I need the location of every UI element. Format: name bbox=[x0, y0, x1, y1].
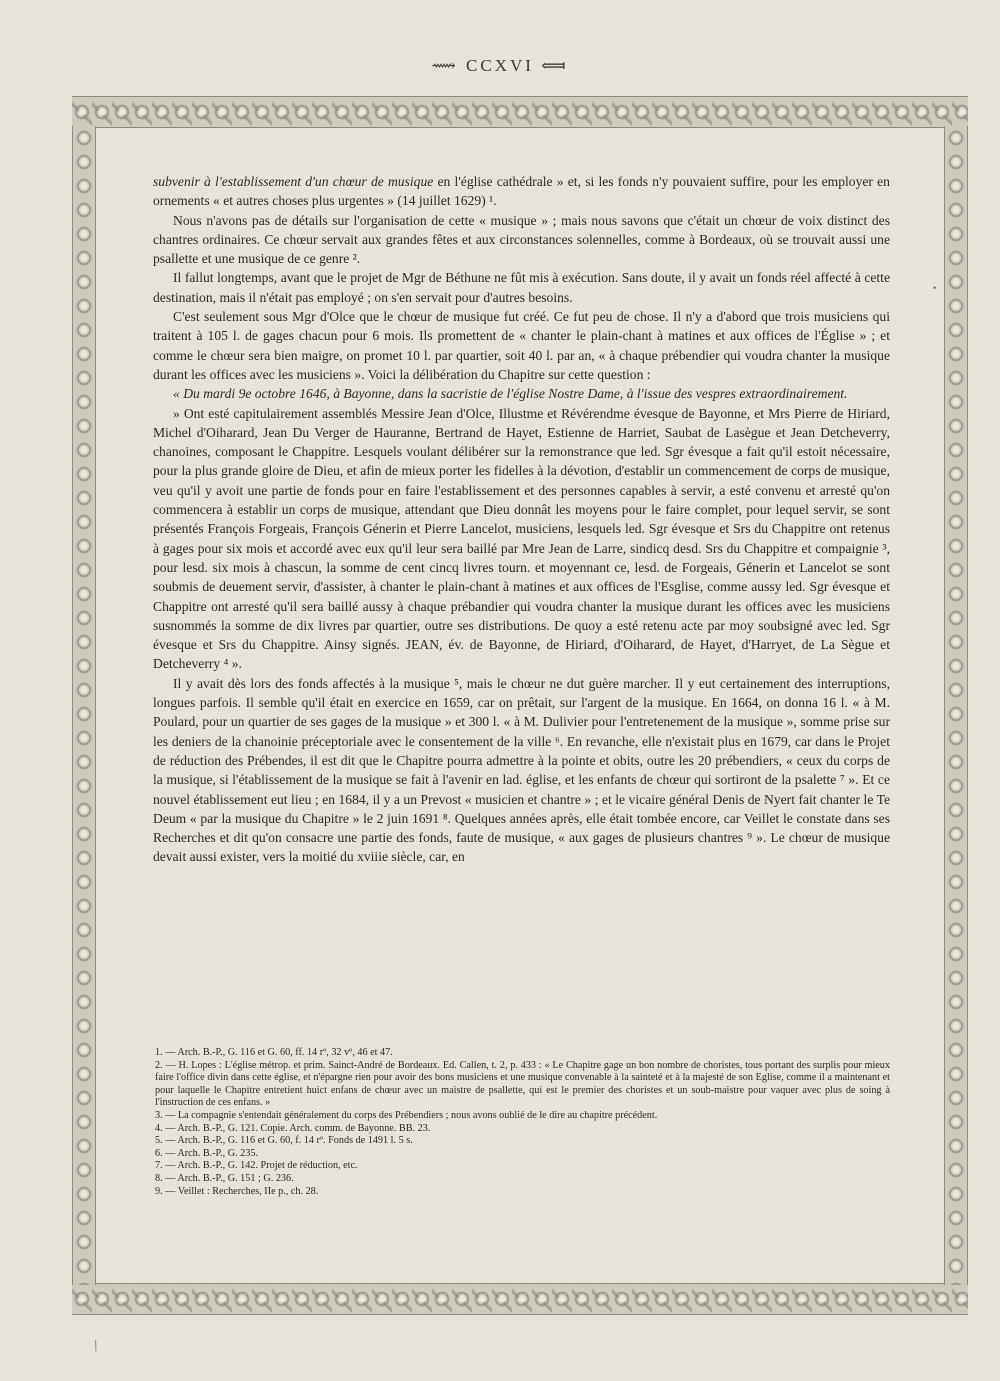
footnote: 4. — Arch. B.-P., G. 121. Copie. Arch. comm. de Bayonne. BB. 23. bbox=[155, 1122, 431, 1134]
footnote: 5. — Arch. B.-P., G. 116 et G. 60, f. 14 rº. Fonds de 1491 l. 5 s. bbox=[155, 1135, 413, 1147]
footnote: 6. — Arch. B.-P., G. 235. bbox=[155, 1147, 259, 1159]
paragraph-2: Nous n'avons pas de détails sur l'organisation de cette « musique » ; mais nous savons que c'était un chœur de voix distinct des chantres ordinaires. Ce chœur servait aux grandes fêtes et aux circonstances solennelles, comme à Bordeaux, où se trouvait aussi une psallette et une musique de ce genre ². bbox=[153, 212, 890, 267]
paragraph-4: C'est seulement sous Mgr d'Olce que le chœur de musique fut créé. Ce fut peu de chose. Il n'y a d'abord que trois musiciens qui traitent à 105 l. de gages chacun pour 6 mois. Ils promettent de « chanter le plain-chant à matines et aux offices de l'Église » ; et comme le chœur sera bien maigre, on promet 10 l. par quartier, soit 40 l. par an, « à chaque prébendier qui voudra chanter la musique durant les offices avec les musiciens ». Voici la délibération du Chapitre sur cette question : bbox=[153, 309, 890, 382]
footnotes bbox=[155, 1047, 890, 1198]
paragraph-1-rest: en l'église cathédrale » et, si les fonds n'y pouvaient suffire, pour les employer en ornements « et autres choses plus urgentes » (14 juillet 1629) ¹. bbox=[153, 174, 890, 209]
footnote: 7. — Arch. B.-P., G. 142. Projet de réduction, etc. bbox=[155, 1160, 358, 1172]
footnote: 3. — La compagnie s'entendait généralement du corps des Prébendiers ; nous avons oublié de le dire au chapitre précédent. bbox=[155, 1109, 658, 1121]
border-left bbox=[72, 126, 96, 1285]
stray-mark: / bbox=[91, 1337, 102, 1356]
deliberation-heading: « Du mardi 9e octobre 1646, à Bayonne, dans la sacristie de l'église Nostre Dame, à l'issue des vespres extraordinairement. bbox=[173, 386, 848, 402]
paragraph-1-italic: subvenir à l'establissement d'un chœur de musique bbox=[153, 174, 434, 189]
paragraph-3: Il fallut longtemps, avant que le projet de Mgr de Béthune ne fût mis à exécution. Sans doute, il y avait un fonds réel affecté à cette destination, mais il n'était pas employé ; on s'en servait pour d'autres besoins. bbox=[153, 270, 890, 305]
deliberation-text: » Ont esté capitulairement assemblés Messire Jean d'Olce, Illustme et Révérendme évesque de Bayonne, et Mrs Pierre de Hiriard, Michel d'Oiharard, Jean Du Verger de Hauranne, Bertrand de Hayet, Estienne de Harriet, Saubat de Lasègue et Jean Detcheverry, chanoines, composant le Chappitre. Lesquels voulant délibérer sur la remonstrance que led. Sgr évesque a fait qu'il estoit nécessaire, pour la plus grande gloire de Dieu, et afin de mieux porter les fidelles à la dévotion, d'establir un commencement de corps de musique, veu qu'il y avoit une partie de fonds pour en faire l'establissement et des personnes capables à servir, a esté convenu et arresté qu'on commencera à establir un corps de musique, attendant que Dieu donnât les moyens pour le faire complet, pour lequel servir, se sont présentés François Forgeais, François Génerin et Pierre Lancelot, musiciens, lesquels led. Sgr évesque et Srs du Chappitre ont retenus à gages pour six mois et accordé avec eux qu'il leur sera baillé par Mre Jean de Larre, sindicq desd. Srs du Chappitre et compaignie ³, pour lesd. six mois à chascun, la somme de cent cincq livres tourn. et moyennant ce, lesd. de Forgeais, Génerin et Lancelot se sont soubmis de deuement servir, d'assister, à chanter le plain-chant à matines et aux offices de l'Esglise, comme aussy led. Sgr évesque et Chappitre ont arresté qu'il sera baillé aussy à chaque prébandier qui voudra chanter la musique durant les offices avec les musiciens susnommés la somme de dix livres par quartier, outre ses distributions. De quoy a esté retenu acte par moy soubsigné avec led. Sgr évesque et Srs du Chappitre. Ainsy signés. JEAN, év. de Bayonne, de Hiriard, d'Oiharard, de Hayet, d'Harryet, de La Sègue et Detcheverry ⁴ ». bbox=[153, 405, 890, 672]
footnote: 9. — Veillet : Recherches, IIe p., ch. 28. bbox=[155, 1185, 319, 1197]
border-right bbox=[944, 126, 968, 1285]
paragraph-7: Il y avait dès lors des fonds affectés à la musique ⁵, mais le chœur ne dut guère marcher. Il y eut certainement des interruptions, longues parfois. Il semble qu'il était en exercice en 1659, car on prêtait, sur l'argent de la musique. En 1664, on donna 16 l. « à M. Poulard, pour un quartier de ses gages de la musique » et 300 l. « à M. Dulivier pour l'entretenement de la musique », somme prise sur les deniers de la chanoinie préceptoriale avec le consentement de la ville ⁶. En revanche, elle n'existait plus en 1679, car dans le Projet de réduction des Prébendes, il est dit que le Chapitre pourra admettre à la pointe et obits, outre les 20 prébendiers, « ceux du corps de la musique, si l'établissement de la musique se fait à l'avenir en lad. église, et les enfants de chœur qui sortiront de la psalette ⁷ ». Et ce nouvel établissement eut lieu ; en 1684, il y a un Prevost « musicien et chantre » ; et le vicaire général Denis de Nyert fait chanter le Te Deum « par la musique du Chapitre » le 2 juin 1691 ⁸. Quelques années après, elle était tombée encore, car Veillet le constate dans ses Recherches et dit qu'on consacre une partie des fonds, faute de musique, « aux gages de plusieurs chantres ⁹ ». Le chœur de musique devait aussi exister, vers la moitié du xviiie siècle, car, en bbox=[153, 675, 890, 865]
paragraph-1 bbox=[153, 172, 890, 211]
footnote: 2. — H. Lopes : L'église métrop. et prim. Sainct-André de Bordeaux. Ed. Callen, t. 2, p. 433 : « Le Chapitre gage un bon nombre de choristes, tous portant des surplis pour mieux faire l'office divin dans cette église, et n'épargne rien pour avoir des bons musiciens et une musique convenable à la sainteté et à la majesté de son Eglise, comme il a maintenant et pour laquelle le Chapitre entretient huict enfans de chœur avec un maistre de psallette, qui est le premier des choristes et un soub-maistre pour vaquer avec plus de soing à l'instruction de ces enfans. » bbox=[155, 1059, 890, 1109]
margin-mark: • bbox=[933, 283, 937, 293]
main-text bbox=[153, 172, 890, 867]
footnote: 8. — Arch. B.-P., G. 151 ; G. 236. bbox=[155, 1172, 294, 1184]
page-folio: ⟿ CCXVI ⟽ bbox=[431, 56, 569, 75]
footnote: 1. — Arch. B.-P., G. 116 et G. 60, ff. 14 rº, 32 vº, 46 et 47. bbox=[155, 1047, 393, 1058]
border-top bbox=[72, 96, 968, 128]
border-bottom bbox=[72, 1283, 968, 1315]
